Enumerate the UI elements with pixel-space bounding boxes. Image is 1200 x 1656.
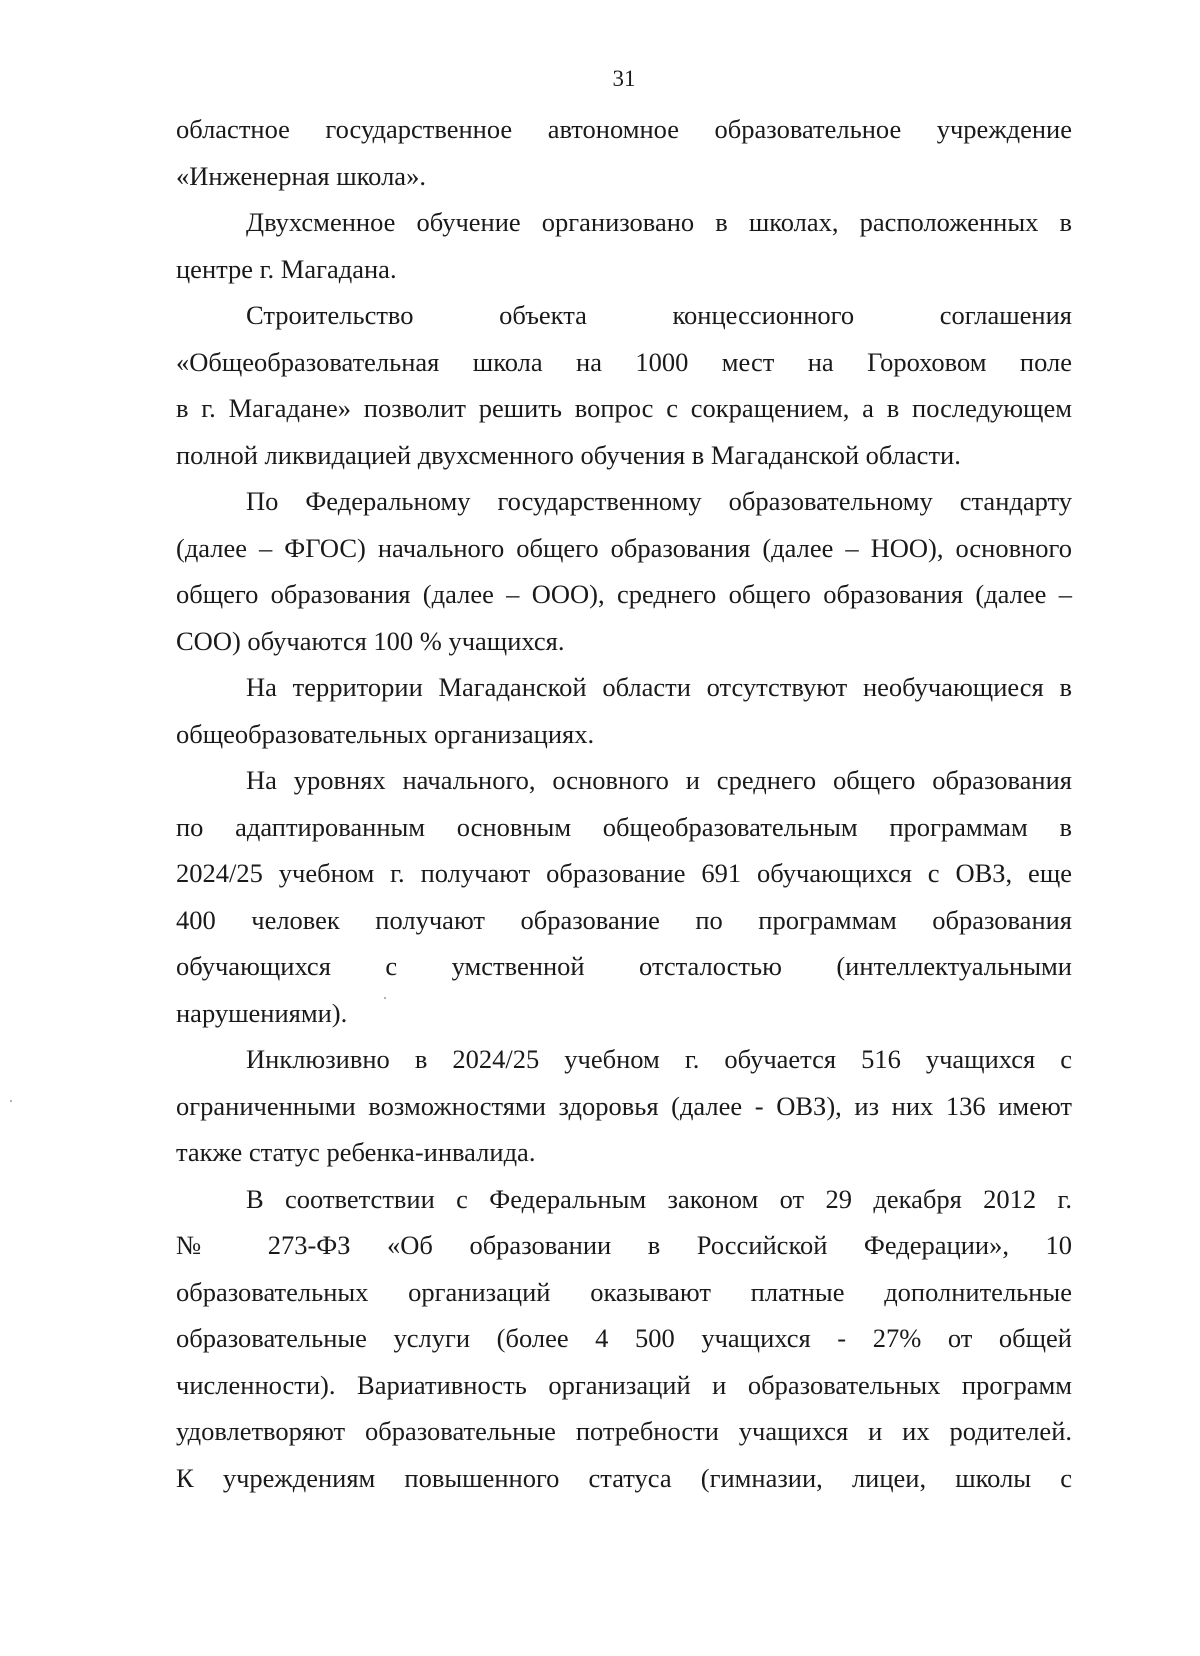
- text-line: «Инженерная школа».: [176, 160, 426, 191]
- scan-speck: [10, 1100, 12, 1102]
- text-line: образовательных организаций оказывают платные дополнительные: [176, 1276, 1072, 1307]
- text-line: «Общеобразовательная школа на 1000 мест на Гороховом поле: [176, 346, 1072, 377]
- text-line: На уровнях начального, основного и среднего общего образования: [246, 765, 1072, 795]
- text-line: общеобразовательных организациях.: [176, 718, 595, 749]
- text-line: обучающихся с умственной отсталостью (интеллектуальными: [176, 951, 1072, 981]
- text-line: В соответствии с Федеральным законом от 29 декабря 2012 г.: [246, 1183, 1072, 1214]
- text-line: ограниченными возможностями здоровья (далее - ОВЗ), из них 136 имеют: [176, 1090, 1072, 1121]
- text-line: К учреждениям повышенного статуса (гимназии, лицеи, школы с: [176, 1462, 1072, 1493]
- paragraph: [176, 292, 1072, 478]
- paragraph: [176, 1176, 1072, 1502]
- text-line: Двухсменное обучение организовано в школах, расположенных в: [246, 207, 1072, 237]
- text-line: численности). Вариативность организаций и образовательных программ: [176, 1369, 1072, 1400]
- page-number: 31: [612, 66, 636, 91]
- paragraph: [176, 664, 1072, 757]
- text-line: также статус ребенка-инвалида.: [176, 1137, 536, 1167]
- document-body: [176, 106, 1072, 1501]
- text-line: СОО) обучаются 100 % учащихся.: [176, 625, 565, 656]
- text-line: 2024/25 учебном г. получают образование 691 обучающихся с ОВЗ, еще: [176, 858, 1072, 888]
- text-line: нарушениями).: [176, 997, 348, 1028]
- text-line: Инклюзивно в 2024/25 учебном г. обучается 516 учащихся с: [246, 1044, 1072, 1074]
- text-line: № 273-ФЗ «Об образовании в Российской Федерации», 10: [176, 1230, 1072, 1260]
- text-line: (далее – ФГОС) начального общего образования (далее – НОО), основного: [176, 532, 1072, 563]
- text-line: в г. Магадане» позволит решить вопрос с сокращением, а в последующем: [176, 393, 1072, 423]
- paragraph: [176, 478, 1072, 664]
- scan-speck: [384, 997, 386, 999]
- text-line: общего образования (далее – ООО), среднего общего образования (далее –: [176, 579, 1072, 609]
- text-line: областное государственное автономное образовательное учреждение: [176, 114, 1072, 144]
- text-line: На территории Магаданской области отсутствуют необучающиеся в: [246, 672, 1072, 702]
- text-line: образовательные услуги (более 4 500 учащихся - 27% от общей: [176, 1323, 1072, 1353]
- text-line: Строительство объекта концессионного соглашения: [246, 300, 1072, 330]
- text-line: полной ликвидацией двухсменного обучения в Магаданской области.: [176, 439, 961, 470]
- text-line: По Федеральному государственному образовательному стандарту: [246, 486, 1072, 516]
- paragraph: [176, 199, 1072, 292]
- paragraph: [176, 106, 1072, 199]
- text-line: по адаптированным основным общеобразовательным программам в: [176, 811, 1072, 842]
- text-line: 400 человек получают образование по программам образования: [176, 904, 1072, 935]
- text-line: центре г. Магадана.: [176, 253, 397, 284]
- paragraph: [176, 757, 1072, 1036]
- text-line: удовлетворяют образовательные потребности учащихся и их родителей.: [176, 1416, 1072, 1446]
- paragraph: [176, 1036, 1072, 1176]
